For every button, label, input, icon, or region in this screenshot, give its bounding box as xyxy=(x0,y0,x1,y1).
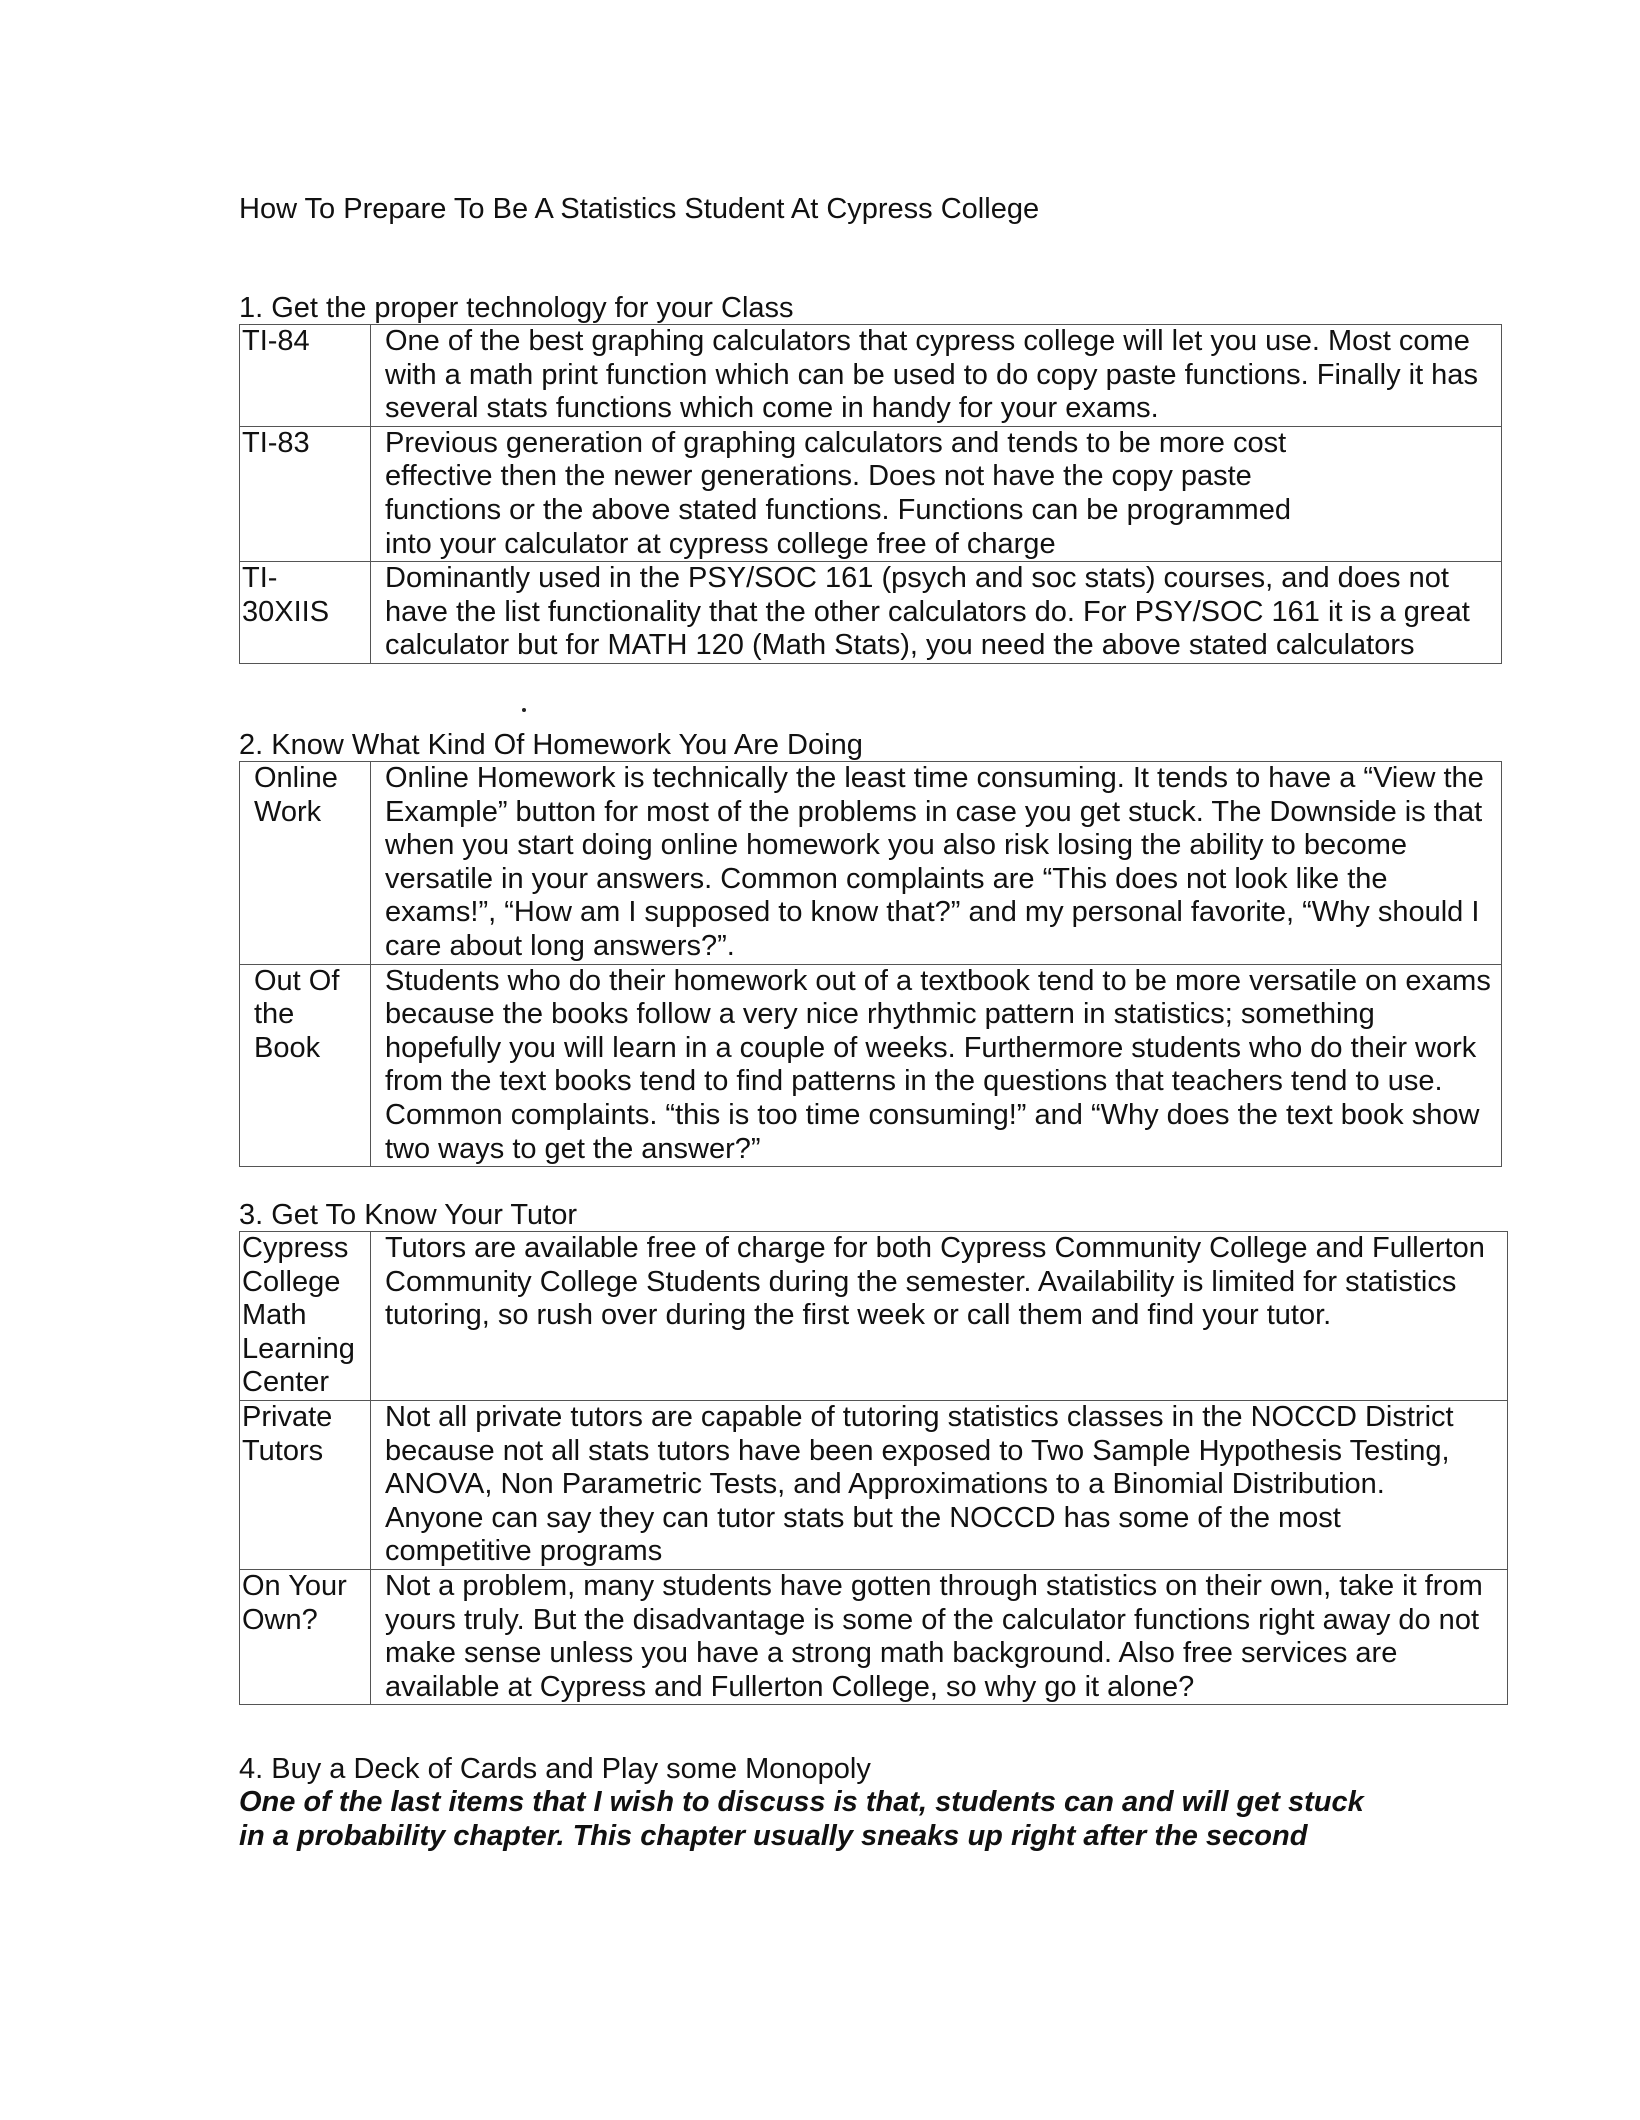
row-description xyxy=(371,426,1502,561)
table-row xyxy=(240,1232,1508,1401)
text-line: competitive programs xyxy=(385,1535,663,1568)
section-2-heading: 2. Know What Kind Of Homework You Are Doing xyxy=(239,729,863,761)
table-row xyxy=(240,325,1502,427)
row-label xyxy=(240,426,371,561)
row-label xyxy=(240,325,371,427)
page-title: How To Prepare To Be A Statistics Student At Cypress College xyxy=(239,193,1040,225)
text-line: Cypress xyxy=(242,1232,349,1264)
text-line: Center xyxy=(242,1366,330,1399)
text-line: Private xyxy=(242,1400,333,1433)
text-line: Tutors are available free of charge for both Cypress Community College and Fullerton xyxy=(385,1232,1485,1264)
text-line: tutoring, so rush over during the first week or call them and find your tutor. xyxy=(385,1299,1332,1332)
text-line: because not all stats tutors have been exposed to Two Sample Hypothesis Testing, xyxy=(385,1434,1450,1467)
text-line: Tutors xyxy=(242,1434,324,1467)
text-line: from the text books tend to find patterns in the questions that teachers tend to use. xyxy=(385,1065,1443,1098)
text-line: TI-84 xyxy=(242,325,310,357)
text-line: ANOVA, Non Parametric Tests, and Approximations to a Binomial Distribution. xyxy=(385,1468,1385,1501)
text-line: two ways to get the answer?” xyxy=(385,1132,761,1165)
text-line: have the list functionality that the other calculators do. For PSY/SOC 161 it is a great xyxy=(385,595,1470,628)
table-row xyxy=(240,1569,1508,1704)
text-line: TI-83 xyxy=(242,426,310,459)
text-line: Online Homework is technically the least time consuming. It tends to have a “View the xyxy=(385,762,1484,794)
text-line: effective then the newer generations. Does not have the copy paste xyxy=(385,460,1252,493)
row-label xyxy=(240,1400,371,1569)
text-line: versatile in your answers. Common complaints are “This does not look like the xyxy=(385,862,1388,895)
row-label xyxy=(240,1232,371,1401)
row-description xyxy=(371,1232,1508,1401)
text-line: Work xyxy=(254,795,322,828)
text-line: Community College Students during the semester. Availability is limited for statistics xyxy=(385,1265,1457,1298)
section-4-heading: 4. Buy a Deck of Cards and Play some Monopoly xyxy=(239,1753,871,1785)
text-line: Book xyxy=(254,1031,321,1064)
row-label xyxy=(240,964,371,1167)
row-description xyxy=(371,1400,1508,1569)
section-1-heading: 1. Get the proper technology for your Class xyxy=(239,292,794,324)
text-line: several stats functions which come in handy for your exams. xyxy=(385,392,1159,425)
table-row xyxy=(240,762,1502,965)
text-line: because the books follow a very nice rhythmic pattern in statistics; something xyxy=(385,998,1375,1031)
text-line: Learning xyxy=(242,1332,355,1365)
text-line: Not all private tutors are capable of tutoring statistics classes in the NOCCD District xyxy=(385,1400,1454,1433)
row-label xyxy=(240,1569,371,1704)
text-line: 30XIIS xyxy=(242,595,330,628)
row-description xyxy=(371,964,1502,1167)
table-row xyxy=(240,426,1502,561)
row-label xyxy=(240,562,371,664)
text-line: Dominantly used in the PSY/SOC 161 (psych and soc stats) courses, and does not xyxy=(385,562,1449,595)
tutor-table xyxy=(239,1231,1508,1705)
text-line: into your calculator at cypress college free of charge xyxy=(385,527,1056,560)
text-line: One of the last items that I wish to discuss is that, students can and will get stuck xyxy=(239,1786,1364,1818)
text-line: when you start doing online homework you also risk losing the ability to become xyxy=(385,829,1407,862)
text-line: care about long answers?”. xyxy=(385,929,735,962)
text-line: Example” button for most of the problems in case you get stuck. The Downside is that xyxy=(385,795,1483,828)
text-line: Anyone can say they can tutor stats but the NOCCD has some of the most xyxy=(385,1501,1341,1534)
text-line: yours truly. But the disadvantage is some of the calculator functions right away do not xyxy=(385,1603,1479,1636)
text-line: hopefully you will learn in a couple of weeks. Furthermore students who do their work xyxy=(385,1031,1477,1064)
text-line: TI- xyxy=(242,562,278,595)
row-description xyxy=(371,562,1502,664)
table-row xyxy=(240,964,1502,1167)
text-line: Own? xyxy=(242,1603,318,1636)
text-line: calculator but for MATH 120 (Math Stats), you need the above stated calculators xyxy=(385,629,1415,662)
text-line: Common complaints. “this is too time consuming!” and “Why does the text book show xyxy=(385,1098,1480,1131)
row-description xyxy=(371,762,1502,965)
text-line: College xyxy=(242,1265,341,1298)
text-line: Math xyxy=(242,1299,307,1332)
homework-table xyxy=(239,761,1502,1167)
table-row xyxy=(240,562,1502,664)
row-label xyxy=(240,762,371,965)
section-4-paragraph xyxy=(239,1785,1439,1853)
technology-table xyxy=(239,324,1502,664)
text-line: Previous generation of graphing calculators and tends to be more cost xyxy=(385,426,1287,459)
row-description xyxy=(371,1569,1508,1704)
text-line: On Your xyxy=(242,1569,347,1602)
text-line: Out Of xyxy=(254,964,340,997)
text-line: functions or the above stated functions. Functions can be programmed xyxy=(385,493,1291,526)
stray-mark xyxy=(522,708,526,712)
text-line: in a probability chapter. This chapter usually sneaks up right after the second xyxy=(239,1820,1308,1852)
text-line: the xyxy=(254,998,295,1031)
text-line: Students who do their homework out of a textbook tend to be more versatile on exams xyxy=(385,964,1491,997)
text-line: make sense unless you have a strong math background. Also free services are xyxy=(385,1637,1398,1670)
text-line: with a math print function which can be used to do copy paste functions. Finally it has xyxy=(385,358,1478,391)
text-line: Not a problem, many students have gotten through statistics on their own, take it from xyxy=(385,1569,1483,1602)
text-line: Online xyxy=(254,762,338,794)
text-line: One of the best graphing calculators that cypress college will let you use. Most come xyxy=(385,325,1470,357)
text-line: available at Cypress and Fullerton College, so why go it alone? xyxy=(385,1670,1195,1703)
row-description xyxy=(371,325,1502,427)
table-row xyxy=(240,1400,1508,1569)
section-3-heading: 3. Get To Know Your Tutor xyxy=(239,1199,578,1231)
text-line: exams!”, “How am I supposed to know that?” and my personal favorite, “Why should I xyxy=(385,896,1480,929)
